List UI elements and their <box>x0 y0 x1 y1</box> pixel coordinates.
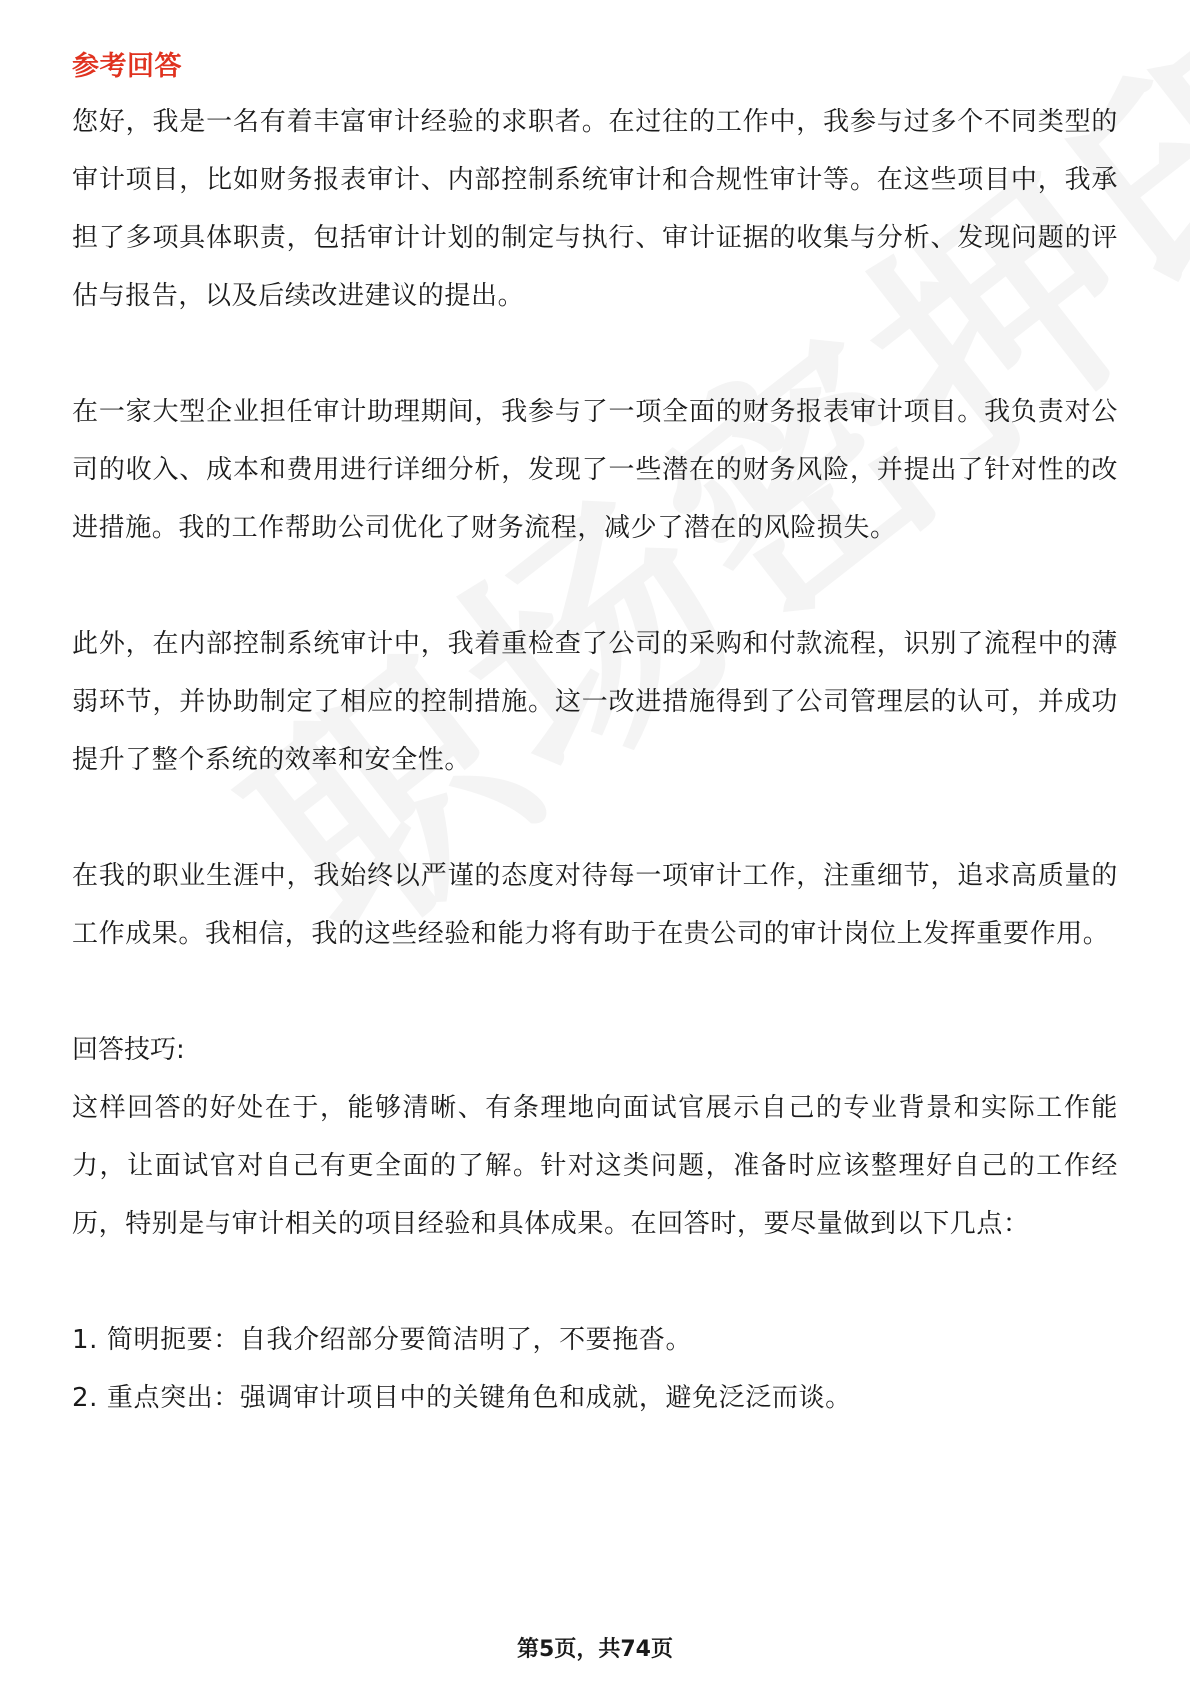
tips-list-item-1: 1. 简明扼要：自我介绍部分要简洁明了，不要拖沓。 <box>72 1325 693 1355</box>
tips-list-item-2: 2. 重点突出：强调审计项目中的关键角色和成就，避免泛泛而谈。 <box>72 1383 852 1413</box>
paragraph-spacer <box>72 557 1118 615</box>
answer-paragraph-3: 此外，在内部控制系统审计中，我着重检查了公司的采购和付款流程，识别了流程中的薄弱环节，并协助制定了相应的控制措施。这一改进措施得到了公司管理层的认可，并成功提升了整个系统的效率和安全性。 <box>72 629 1118 775</box>
tips-label: 回答技巧: <box>72 1035 185 1065</box>
section-title: 参考回答 <box>72 51 182 82</box>
paragraph-spacer <box>72 1253 1118 1311</box>
answer-paragraph-2: 在一家大型企业担任审计助理期间，我参与了一项全面的财务报表审计项目。我负责对公司的收入、成本和费用进行详细分析，发现了一些潜在的财务风险，并提出了针对性的改进措施。我的工作帮助公司优化了财务流程，减少了潜在的风险损失。 <box>72 397 1118 543</box>
page-content <box>72 48 1118 1427</box>
answer-paragraph-1: 您好，我是一名有着丰富审计经验的求职者。在过往的工作中，我参与过多个不同类型的审计项目，比如财务报表审计、内部控制系统审计和合规性审计等。在这些项目中，我承担了多项具体职责，包括审计计划的制定与执行、审计证据的收集与分析、发现问题的评估与报告，以及后续改进建议的提出。 <box>72 107 1118 311</box>
paragraph-spacer <box>72 789 1118 847</box>
page-number-footer: 第5页，共74页 <box>517 1637 673 1662</box>
paragraph-spacer <box>72 963 1118 1021</box>
answer-paragraph-4: 在我的职业生涯中，我始终以严谨的态度对待每一项审计工作，注重细节，追求高质量的工作成果。我相信，我的这些经验和能力将有助于在贵公司的审计岗位上发挥重要作用。 <box>72 861 1118 949</box>
paragraph-spacer <box>72 325 1118 383</box>
tips-paragraph: 这样回答的好处在于，能够清晰、有条理地向面试官展示自己的专业背景和实际工作能力，让面试官对自己有更全面的了解。针对这类问题，准备时应该整理好自己的工作经历，特别是与审计相关的项目经验和具体成果。在回答时，要尽量做到以下几点： <box>72 1093 1118 1239</box>
